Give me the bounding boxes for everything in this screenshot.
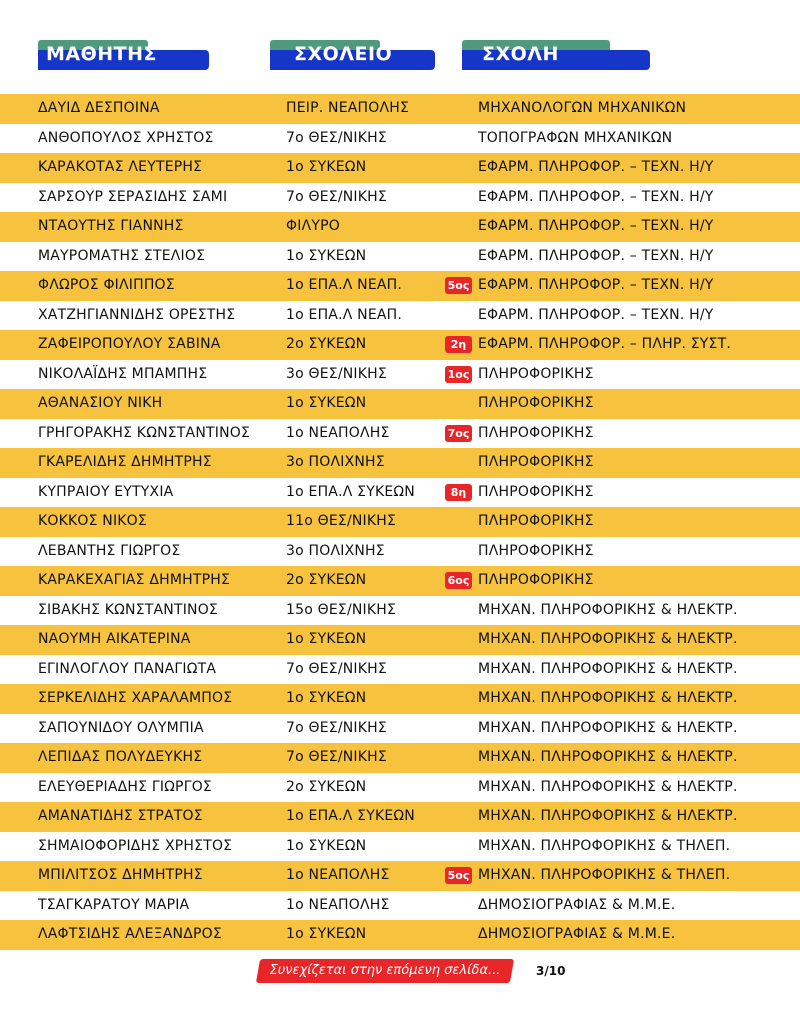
school-name: 2ο ΣΥΚΕΩΝ	[286, 778, 367, 795]
faculty-name: ΔΗΜΟΣΙΟΓΡΑΦΙΑΣ & Μ.Μ.Ε.	[478, 896, 676, 913]
header-student-label: ΜΑΘΗΤΗΣ	[46, 43, 158, 65]
table-row	[0, 271, 800, 301]
student-name: ΑΜΑΝΑΤΙΔΗΣ ΣΤΡΑΤΟΣ	[38, 808, 203, 824]
faculty-name: ΠΛΗΡΟΦΟΡΙΚΗΣ	[478, 483, 594, 500]
student-name: ΣΕΡΚΕΛΙΔΗΣ ΧΑΡΑΛΑΜΠΟΣ	[38, 690, 233, 706]
student-name: ΛΕΠΙΔΑΣ ΠΟΛΥΔΕΥΚΗΣ	[38, 749, 203, 765]
faculty-name: ΜΗΧΑΝ. ΠΛΗΡΟΦΟΡΙΚΗΣ & ΗΛΕΚΤΡ.	[478, 719, 738, 736]
student-name: ΚΑΡΑΚΕΧΑΓΙΑΣ ΔΗΜΗΤΡΗΣ	[38, 572, 231, 588]
school-name: 15ο ΘΕΣ/ΝΙΚΗΣ	[286, 601, 397, 618]
student-name: ΖΑΦΕΙΡΟΠΟΥΛΟΥ ΣΑΒΙΝΑ	[38, 336, 221, 352]
continue-text: Συνεχίζεται στην επόμενη σελίδα...	[269, 963, 501, 978]
table-row	[0, 832, 800, 862]
rank-badge: 6ος	[445, 572, 472, 589]
student-name: ΦΛΩΡΟΣ ΦΙΛΙΠΠΟΣ	[38, 277, 175, 293]
faculty-name: ΔΗΜΟΣΙΟΓΡΑΦΙΑΣ & Μ.Μ.Ε.	[478, 926, 676, 942]
faculty-name: ΠΛΗΡΟΦΟΡΙΚΗΣ	[478, 424, 594, 441]
school-name: 3ο ΘΕΣ/ΝΙΚΗΣ	[286, 365, 387, 382]
table-row	[0, 891, 800, 921]
table-row	[0, 802, 800, 832]
school-name: 2ο ΣΥΚΕΩΝ	[286, 572, 367, 588]
school-name: 1ο ΕΠΑ.Λ ΝΕΑΠ.	[286, 277, 403, 293]
faculty-name: ΠΛΗΡΟΦΟΡΙΚΗΣ	[478, 513, 594, 529]
table-row	[0, 655, 800, 685]
faculty-name: ΜΗΧΑΝ. ΠΛΗΡΟΦΟΡΙΚΗΣ & ΤΗΛΕΠ.	[478, 837, 731, 854]
student-name: ΝΑΟΥΜΗ ΑΙΚΑΤΕΡΙΝΑ	[38, 631, 191, 647]
faculty-name: ΤΟΠΟΓΡΑΦΩΝ ΜΗΧΑΝΙΚΩΝ	[478, 129, 673, 146]
table-row	[0, 596, 800, 626]
rank-badge: 1ος	[445, 366, 472, 383]
rank-badge: 8η	[445, 484, 472, 501]
faculty-name: ΜΗΧΑΝ. ΠΛΗΡΟΦΟΡΙΚΗΣ & ΗΛΕΚΤΡ.	[478, 778, 738, 795]
student-name: ΧΑΤΖΗΓΙΑΝΝΙΔΗΣ ΟΡΕΣΤΗΣ	[38, 306, 236, 323]
school-name: 7ο ΘΕΣ/ΝΙΚΗΣ	[286, 749, 387, 765]
table-row	[0, 861, 800, 891]
faculty-name: ΕΦΑΡΜ. ΠΛΗΡΟΦΟΡ. – ΤΕΧΝ. Η/Υ	[478, 218, 714, 234]
student-name: ΣΙΒΑΚΗΣ ΚΩΝΣΤΑΝΤΙΝΟΣ	[38, 601, 218, 618]
header-faculty-label: ΣΧΟΛΗ	[482, 43, 559, 65]
table-row	[0, 625, 800, 655]
school-name: 7ο ΘΕΣ/ΝΙΚΗΣ	[286, 188, 387, 205]
school-name: 1ο ΣΥΚΕΩΝ	[286, 159, 367, 175]
student-name: ΤΣΑΓΚΑΡΑΤΟΥ ΜΑΡΙΑ	[38, 896, 190, 913]
faculty-name: ΜΗΧΑΝ. ΠΛΗΡΟΦΟΡΙΚΗΣ & ΤΗΛΕΠ.	[478, 867, 731, 883]
student-name: ΣΑΠΟΥΝΙΔΟΥ ΟΛΥΜΠΙΑ	[38, 719, 204, 736]
faculty-name: ΠΛΗΡΟΦΟΡΙΚΗΣ	[478, 454, 594, 470]
table-row	[0, 212, 800, 242]
student-name: ΑΝΘΟΠΟΥΛΟΣ ΧΡΗΣΤΟΣ	[38, 129, 214, 146]
student-name: ΜΑΥΡΟΜΑΤΗΣ ΣΤΕΛΙΟΣ	[38, 247, 206, 264]
faculty-name: ΕΦΑΡΜ. ΠΛΗΡΟΦΟΡ. – ΤΕΧΝ. Η/Υ	[478, 247, 714, 264]
school-name: 1ο ΣΥΚΕΩΝ	[286, 926, 367, 942]
school-name: 3ο ΠΟΛΙΧΝΗΣ	[286, 542, 385, 559]
faculty-name: ΠΛΗΡΟΦΟΡΙΚΗΣ	[478, 572, 594, 588]
faculty-name: ΕΦΑΡΜ. ΠΛΗΡΟΦΟΡ. – ΤΕΧΝ. Η/Υ	[478, 159, 714, 175]
rank-badge: 5ος	[445, 867, 472, 884]
students-table	[0, 94, 800, 950]
table-row	[0, 566, 800, 596]
school-name: 1ο ΕΠΑ.Λ ΝΕΑΠ.	[286, 306, 403, 323]
faculty-name: ΜΗΧΑΝ. ΠΛΗΡΟΦΟΡΙΚΗΣ & ΗΛΕΚΤΡ.	[478, 749, 738, 765]
school-name: 3ο ΠΟΛΙΧΝΗΣ	[286, 454, 385, 470]
rank-badge: 5ος	[445, 277, 472, 294]
student-name: ΓΚΑΡΕΛΙΔΗΣ ΔΗΜΗΤΡΗΣ	[38, 454, 212, 470]
table-row	[0, 389, 800, 419]
school-name: 1ο ΝΕΑΠΟΛΗΣ	[286, 896, 390, 913]
school-name: 1ο ΣΥΚΕΩΝ	[286, 631, 367, 647]
student-name: ΕΓΙΝΛΟΓΛΟΥ ΠΑΝΑΓΙΩΤΑ	[38, 660, 217, 677]
table-row	[0, 448, 800, 478]
table-row	[0, 773, 800, 803]
student-name: ΛΕΒΑΝΤΗΣ ΓΙΩΡΓΟΣ	[38, 542, 181, 559]
table-row	[0, 242, 800, 272]
table-row	[0, 124, 800, 154]
student-name: ΕΛΕΥΘΕΡΙΑΔΗΣ ΓΙΩΡΓΟΣ	[38, 778, 212, 795]
student-name: ΛΑΦΤΣΙΔΗΣ ΑΛΕΞΑΝΔΡΟΣ	[38, 926, 222, 942]
school-name: ΦΙΛΥΡΟ	[286, 218, 340, 234]
faculty-name: ΕΦΑΡΜ. ΠΛΗΡΟΦΟΡ. – ΤΕΧΝ. Η/Υ	[478, 277, 714, 293]
faculty-name: ΜΗΧΑΝ. ΠΛΗΡΟΦΟΡΙΚΗΣ & ΗΛΕΚΤΡ.	[478, 601, 738, 618]
school-name: 11ο ΘΕΣ/ΝΙΚΗΣ	[286, 513, 397, 529]
table-row	[0, 301, 800, 331]
school-name: 1ο ΝΕΑΠΟΛΗΣ	[286, 424, 390, 441]
student-name: ΣΗΜΑΙΟΦΟΡΙΔΗΣ ΧΡΗΣΤΟΣ	[38, 837, 233, 854]
table-row	[0, 360, 800, 390]
page-number: 3/10	[536, 964, 566, 978]
school-name: 1ο ΣΥΚΕΩΝ	[286, 247, 367, 264]
table-row	[0, 330, 800, 360]
faculty-name: ΜΗΧΑΝ. ΠΛΗΡΟΦΟΡΙΚΗΣ & ΗΛΕΚΤΡ.	[478, 690, 738, 706]
student-name: ΓΡΗΓΟΡΑΚΗΣ ΚΩΝΣΤΑΝΤΙΝΟΣ	[38, 424, 251, 441]
student-name: ΚΥΠΡΑΙΟΥ ΕΥΤΥΧΙΑ	[38, 483, 174, 500]
school-name: 7ο ΘΕΣ/ΝΙΚΗΣ	[286, 719, 387, 736]
school-name: 2ο ΣΥΚΕΩΝ	[286, 336, 367, 352]
faculty-name: ΕΦΑΡΜ. ΠΛΗΡΟΦΟΡ. – ΤΕΧΝ. Η/Υ	[478, 188, 714, 205]
student-name: ΝΤΑΟΥΤΗΣ ΓΙΑΝΝΗΣ	[38, 218, 184, 234]
faculty-name: ΕΦΑΡΜ. ΠΛΗΡΟΦΟΡ. – ΠΛΗΡ. ΣΥΣΤ.	[478, 336, 732, 352]
table-row	[0, 507, 800, 537]
table-row	[0, 920, 800, 950]
faculty-name: ΜΗΧΑΝ. ΠΛΗΡΟΦΟΡΙΚΗΣ & ΗΛΕΚΤΡ.	[478, 631, 738, 647]
faculty-name: ΠΛΗΡΟΦΟΡΙΚΗΣ	[478, 395, 594, 411]
table-row	[0, 153, 800, 183]
school-name: 7ο ΘΕΣ/ΝΙΚΗΣ	[286, 660, 387, 677]
school-name: 1ο ΣΥΚΕΩΝ	[286, 395, 367, 411]
table-row	[0, 537, 800, 567]
table-row	[0, 183, 800, 213]
footer	[0, 955, 800, 987]
header-school-label: ΣΧΟΛΕΙΟ	[294, 43, 393, 65]
rank-badge: 2η	[445, 336, 472, 353]
faculty-name: ΜΗΧΑΝ. ΠΛΗΡΟΦΟΡΙΚΗΣ & ΗΛΕΚΤΡ.	[478, 808, 738, 824]
school-name: 1ο ΕΠΑ.Λ ΣΥΚΕΩΝ	[286, 808, 415, 824]
faculty-name: ΕΦΑΡΜ. ΠΛΗΡΟΦΟΡ. – ΤΕΧΝ. Η/Υ	[478, 306, 714, 323]
school-name: 1ο ΣΥΚΕΩΝ	[286, 690, 367, 706]
table-row	[0, 684, 800, 714]
faculty-name: ΠΛΗΡΟΦΟΡΙΚΗΣ	[478, 365, 594, 382]
school-name: 1ο ΝΕΑΠΟΛΗΣ	[286, 867, 390, 883]
table-row	[0, 714, 800, 744]
school-name: 7ο ΘΕΣ/ΝΙΚΗΣ	[286, 129, 387, 146]
student-name: ΑΘΑΝΑΣΙΟΥ ΝΙΚΗ	[38, 395, 163, 411]
faculty-name: ΜΗΧΑΝ. ΠΛΗΡΟΦΟΡΙΚΗΣ & ΗΛΕΚΤΡ.	[478, 660, 738, 677]
school-name: ΠΕΙΡ. ΝΕΑΠΟΛΗΣ	[286, 100, 410, 116]
school-name: 1ο ΣΥΚΕΩΝ	[286, 837, 367, 854]
faculty-name: ΜΗΧΑΝΟΛΟΓΩΝ ΜΗΧΑΝΙΚΩΝ	[478, 100, 687, 116]
table-row	[0, 743, 800, 773]
table-row	[0, 419, 800, 449]
student-name: ΚΑΡΑΚΟΤΑΣ ΛΕΥΤΕΡΗΣ	[38, 159, 203, 175]
school-name: 1ο ΕΠΑ.Λ ΣΥΚΕΩΝ	[286, 483, 415, 500]
student-name: ΜΠΙΛΙΤΣΟΣ ΔΗΜΗΤΡΗΣ	[38, 867, 203, 883]
student-name: ΔΑΥΙΔ ΔΕΣΠΟΙΝΑ	[38, 100, 160, 116]
table-row	[0, 94, 800, 124]
student-name: ΚΟΚΚΟΣ ΝΙΚΟΣ	[38, 513, 147, 529]
student-name: ΣΑΡΣΟΥΡ ΣΕΡΑΣΙΔΗΣ ΣΑΜΙ	[38, 188, 228, 205]
faculty-name: ΠΛΗΡΟΦΟΡΙΚΗΣ	[478, 542, 594, 559]
student-name: ΝΙΚΟΛΑΪΔΗΣ ΜΠΑΜΠΗΣ	[38, 365, 208, 382]
rank-badge: 7ος	[445, 425, 472, 442]
table-row	[0, 478, 800, 508]
